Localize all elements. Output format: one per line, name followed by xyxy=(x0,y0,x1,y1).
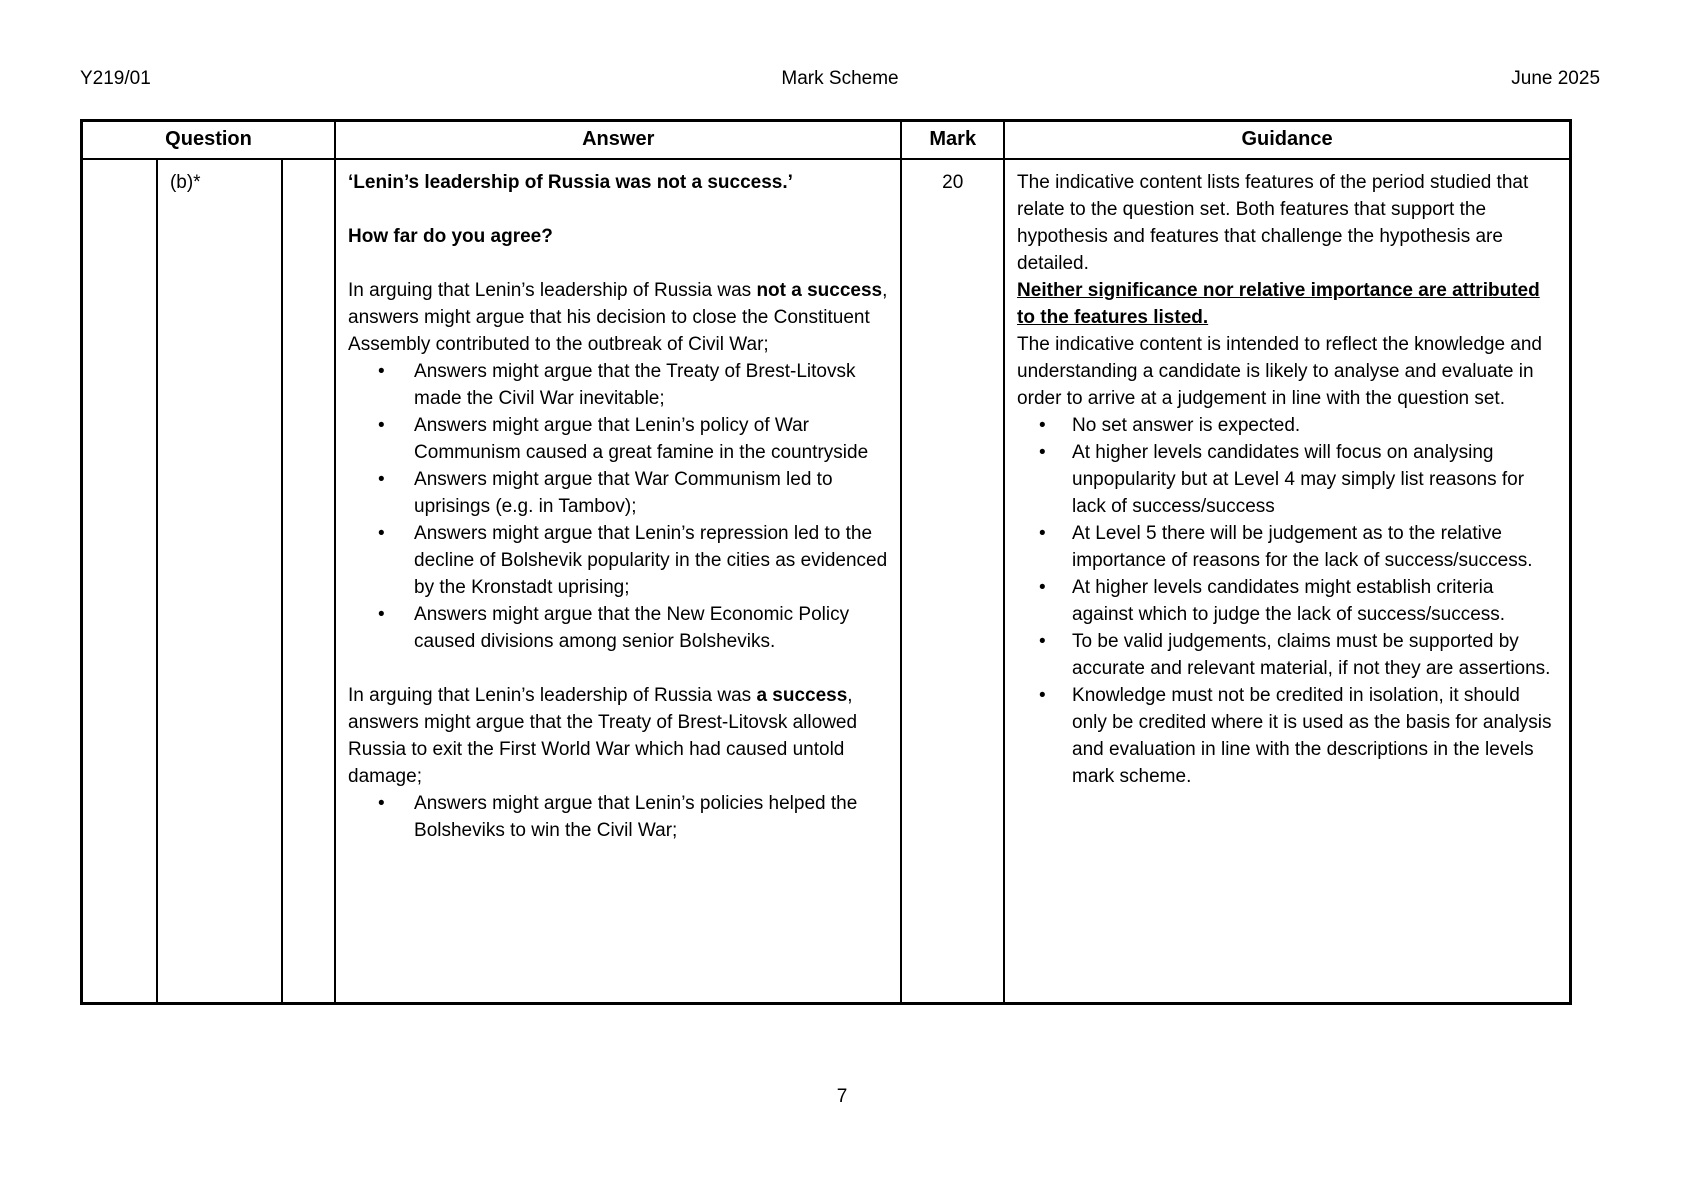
column-header-answer: Answer xyxy=(335,121,901,159)
paragraph-text: , answers might argue that the Treaty of Brest-Litovsk allowed Russia to exit the First World War which had caused untold damage; xyxy=(348,684,858,787)
guidance-paragraph-1: The indicative content lists features of the period studied that relate to the question set. Both features that support the hypothesis and features that challenge the hypothesis are detailed. xyxy=(1017,171,1529,274)
paragraph-text: , answers might argue that his decision to close the Constituent Assembly contributed to the outbreak of Civil War; xyxy=(348,279,888,355)
answer-paragraph-success xyxy=(348,682,888,790)
paragraph-text: In arguing that Lenin’s leadership of Russia was xyxy=(348,684,757,706)
mark-value: 20 xyxy=(942,171,964,193)
column-header-guidance: Guidance xyxy=(1004,121,1570,159)
question-part-cell xyxy=(157,159,282,1004)
answer-cell xyxy=(335,159,901,1004)
doc-session-date: June 2025 xyxy=(1511,68,1601,89)
question-subpart-cell xyxy=(282,159,335,1004)
list-item: • At Level 5 there will be judgement as to the relative importance of reasons for the lack of success/success. xyxy=(1017,520,1557,574)
table-header-row xyxy=(82,121,1571,159)
answer-bullet-list-success xyxy=(348,790,888,844)
list-item: • No set answer is expected. xyxy=(1017,412,1557,439)
list-item: • Answers might argue that Lenin’s repression led to the decline of Bolshevik popularity in the cities as evidenced by the Kronstadt uprising; xyxy=(348,520,888,601)
guidance-cell xyxy=(1004,159,1570,1004)
doc-code: Y219/01 xyxy=(80,68,151,89)
guidance-emphasis: Neither significance nor relative importance are attributed to the features listed. xyxy=(1017,279,1540,328)
list-item: • Answers might argue that the New Economic Policy caused divisions among senior Bolsheviks. xyxy=(348,601,888,655)
guidance-paragraph-2: The indicative content is intended to reflect the knowledge and understanding a candidate is likely to analyse and evaluate in order to arrive at a judgement in line with the question set. xyxy=(1017,333,1542,409)
answer-bullet-list-not-success xyxy=(348,358,888,655)
column-header-question: Question xyxy=(82,121,336,159)
paragraph-bold-text: not a success xyxy=(756,279,883,301)
list-item: • Answers might argue that Lenin’s policies helped the Bolsheviks to win the Civil War; xyxy=(348,790,888,844)
guidance-bullet-list xyxy=(1017,412,1557,790)
page-footer xyxy=(0,1086,1684,1108)
question-part-label: (b)* xyxy=(169,171,201,193)
list-item: • Answers might argue that Lenin’s policy of War Communism caused a great famine in the countryside xyxy=(348,412,888,466)
paragraph-text: In arguing that Lenin’s leadership of Russia was xyxy=(348,279,757,301)
answer-quote: ‘Lenin’s leadership of Russia was not a success.’ xyxy=(348,171,793,193)
table-row xyxy=(82,159,1571,1004)
list-item: • At higher levels candidates will focus on analysing unpopularity but at Level 4 may simply list reasons for lack of success/success xyxy=(1017,439,1557,520)
mark-cell xyxy=(901,159,1004,1004)
list-item: • Knowledge must not be credited in isolation, it should only be credited where it is used as the basis for analysis and evaluation in line with the descriptions in the levels mark scheme. xyxy=(1017,682,1557,790)
mark-scheme-table xyxy=(80,119,1572,1005)
answer-prompt: How far do you agree? xyxy=(348,225,553,247)
list-item: • Answers might argue that War Communism led to uprisings (e.g. in Tambov); xyxy=(348,466,888,520)
list-item: • Answers might argue that the Treaty of Brest-Litovsk made the Civil War inevitable; xyxy=(348,358,888,412)
list-item: • To be valid judgements, claims must be supported by accurate and relevant material, if not they are assertions. xyxy=(1017,628,1557,682)
page-number: 7 xyxy=(836,1086,848,1107)
paragraph-bold-text: a success xyxy=(756,684,848,706)
column-header-mark: Mark xyxy=(901,121,1004,159)
answer-paragraph-not-success xyxy=(348,277,888,358)
page-header xyxy=(80,68,1600,90)
doc-title: Mark Scheme xyxy=(781,68,899,89)
list-item: • At higher levels candidates might establish criteria against which to judge the lack of success/success. xyxy=(1017,574,1557,628)
question-number-cell xyxy=(82,159,157,1004)
